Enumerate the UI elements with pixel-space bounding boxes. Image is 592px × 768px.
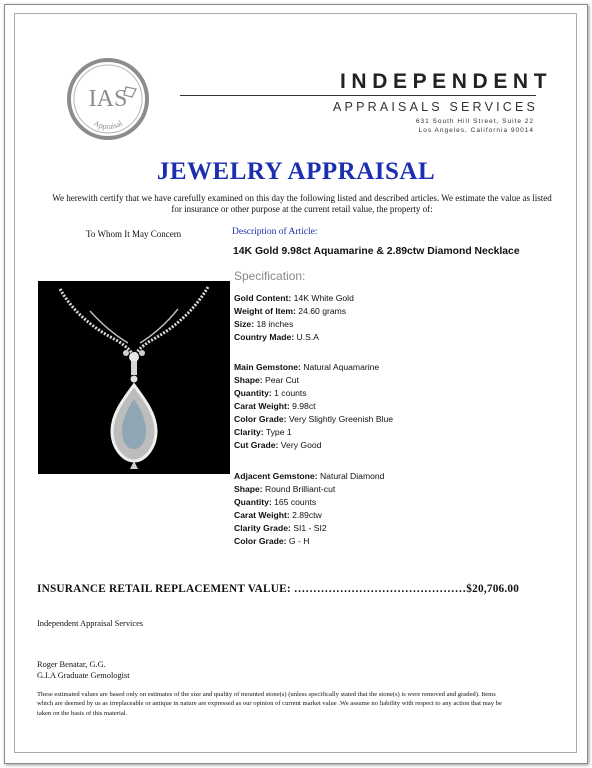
spec-row bbox=[234, 522, 384, 535]
spec-row bbox=[234, 413, 393, 426]
general-specs bbox=[234, 292, 354, 344]
certification-text: We herewith certify that we have carefully examined on this day the following listed and described articles. We estimate the value as listed for insurance or other purpose at the current retail value, the property of: bbox=[52, 193, 552, 214]
spec-value: 9.98ct bbox=[292, 401, 316, 411]
spec-row bbox=[234, 400, 393, 413]
signer-title: G.I.A Graduate Gemologist bbox=[37, 671, 130, 680]
spec-row bbox=[234, 509, 384, 522]
insurance-value: $20,706.00 bbox=[466, 583, 520, 595]
spec-row bbox=[234, 470, 384, 483]
description-label: Description of Article: bbox=[232, 227, 318, 237]
spec-value: 24.60 grams bbox=[298, 306, 347, 316]
spec-row bbox=[234, 331, 354, 344]
spec-value: Type 1 bbox=[265, 427, 292, 437]
insurance-label: INSURANCE RETAIL REPLACEMENT VALUE: bbox=[37, 583, 294, 595]
recipient: To Whom It May Concern bbox=[86, 229, 182, 239]
spec-value: Round Brilliant-cut bbox=[265, 484, 336, 494]
spec-label: Carat Weight: bbox=[234, 401, 290, 411]
logo-arc-text: Appraisal bbox=[92, 118, 124, 132]
spec-value: Very Slightly Greenish Blue bbox=[288, 414, 394, 424]
spec-row bbox=[234, 374, 393, 387]
spec-row bbox=[234, 426, 393, 439]
address-line-1: 631 South Hill Street, Suite 22 bbox=[415, 118, 534, 125]
spec-value: 1 counts bbox=[274, 388, 307, 398]
spec-label: Carat Weight: bbox=[234, 510, 290, 520]
spec-label: Color Grade: bbox=[234, 414, 287, 424]
insurance-dots: ……………………………………… bbox=[293, 583, 467, 595]
spec-value: 14K White Gold bbox=[293, 293, 354, 303]
spec-label: Country Made: bbox=[234, 332, 295, 342]
spec-value: Very Good bbox=[280, 440, 322, 450]
spec-label: Main Gemstone: bbox=[234, 362, 301, 372]
spec-label: Shape: bbox=[234, 375, 263, 385]
spec-value: Natural Aquamarine bbox=[303, 362, 380, 372]
specification-label: Specification: bbox=[234, 269, 306, 283]
spec-row bbox=[234, 292, 354, 305]
disclaimer: These estimated values are based only on estimates of the size and quality of mounted stone(s) (unless specifically stated that the stone(s) is were removed and graded). Items which are deemed by us as irreplaceable or antique in nature are expressed as our opinion of current market value .We assume no liability with respect to any action that may be taken on the basis of this material. bbox=[37, 691, 502, 717]
company-name: INDEPENDENT bbox=[340, 70, 553, 93]
ias-logo bbox=[66, 57, 150, 141]
spec-label: Adjacent Gemstone: bbox=[234, 471, 318, 481]
page-title: JEWELRY APPRAISAL bbox=[156, 158, 436, 185]
spec-label: Gold Content: bbox=[234, 293, 292, 303]
spec-label: Size: bbox=[234, 319, 255, 329]
spec-value: Natural Diamond bbox=[319, 471, 385, 481]
spec-value: 165 counts bbox=[274, 497, 317, 507]
spec-row bbox=[234, 318, 354, 331]
adjacent-gemstone-specs bbox=[234, 470, 384, 548]
header-rule bbox=[180, 95, 536, 96]
spec-label: Quantity: bbox=[234, 497, 272, 507]
spec-row bbox=[234, 535, 384, 548]
spec-value: U.S.A bbox=[296, 332, 319, 342]
company-subtitle: APPRAISALS SERVICES bbox=[333, 100, 539, 114]
spec-row bbox=[234, 483, 384, 496]
main-gemstone-specs bbox=[234, 361, 393, 452]
spec-label: Clarity Grade: bbox=[234, 523, 291, 533]
spec-row bbox=[234, 361, 393, 374]
spec-value: Pear Cut bbox=[265, 375, 299, 385]
spec-value: SI1 - SI2 bbox=[293, 523, 327, 533]
spec-label: Weight of Item: bbox=[234, 306, 296, 316]
necklace-photo bbox=[38, 281, 230, 474]
signer-name: Roger Benatar, G.G. bbox=[37, 660, 106, 669]
logo-text: IAS bbox=[88, 86, 128, 112]
spec-row bbox=[234, 305, 354, 318]
spec-label: Cut Grade: bbox=[234, 440, 279, 450]
spec-value: 2.89ctw bbox=[292, 510, 322, 520]
spec-label: Shape: bbox=[234, 484, 263, 494]
address-line-2: Los Angeles, California 90014 bbox=[418, 127, 534, 134]
spec-row bbox=[234, 439, 393, 452]
spec-label: Clarity: bbox=[234, 427, 264, 437]
company-signature: Independent Appraisal Services bbox=[37, 619, 144, 628]
spec-value: G - H bbox=[288, 536, 310, 546]
insurance-value-line bbox=[37, 583, 519, 595]
spec-value: 18 inches bbox=[256, 319, 294, 329]
item-title: 14K Gold 9.98ct Aquamarine & 2.89ctw Diamond Necklace bbox=[233, 246, 520, 257]
spec-label: Quantity: bbox=[234, 388, 272, 398]
spec-row bbox=[234, 496, 384, 509]
svg-text:Appraisal bbox=[92, 118, 124, 131]
spec-row bbox=[234, 387, 393, 400]
spec-label: Color Grade: bbox=[234, 536, 287, 546]
